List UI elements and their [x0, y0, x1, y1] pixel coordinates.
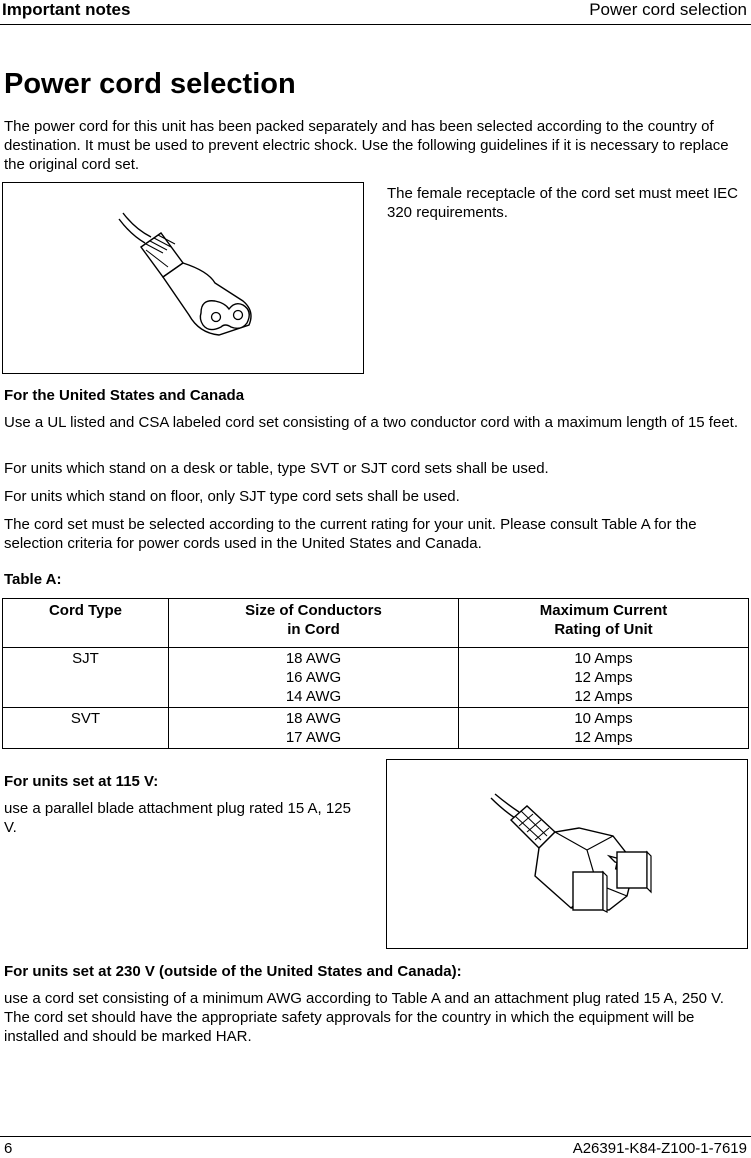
- v115-heading: For units set at 115 V:: [4, 773, 159, 790]
- current-rating-value: 10 Amps: [574, 650, 633, 667]
- cell-conductor-sizes: [169, 708, 459, 749]
- current-rating-value: 12 Amps: [574, 669, 633, 686]
- current-rating-value: 10 Amps: [574, 710, 633, 727]
- header-conductor-size: [169, 599, 459, 648]
- receptacle-figure: [2, 182, 364, 374]
- page-title: Power cord selection: [4, 68, 296, 100]
- current-rating-value: 12 Amps: [574, 688, 633, 705]
- header-conductor-size-line-1: Size of Conductors: [245, 602, 382, 619]
- us-canada-paragraph-2: For units which stand on a desk or table, type SVT or SJT cord sets shall be used.: [4, 460, 549, 477]
- header-rule: [0, 24, 751, 25]
- cord-type-value: SVT: [70, 710, 101, 727]
- header-max-current-line-1: Maximum Current: [539, 602, 668, 619]
- running-header-section: Important notes: [2, 0, 131, 19]
- receptacle-note: The female receptacle of the cord set must meet IEC 320 requirements.: [387, 185, 738, 221]
- intro-paragraph: The power cord for this unit has been packed separately and has been selected according to the country of destination. It must be used to prevent electric shock. Use the following guidelines if it is necessary to replace the original cord set.: [4, 118, 729, 173]
- cell-current-ratings: [459, 648, 749, 708]
- cell-conductor-sizes: [169, 648, 459, 708]
- receptacle-connector-icon: [3, 183, 363, 373]
- table-row: [3, 648, 749, 708]
- conductor-size-value: 14 AWG: [285, 688, 342, 705]
- conductor-size-value: 18 AWG: [285, 710, 342, 727]
- conductor-size-value: 18 AWG: [285, 650, 342, 667]
- cell-cord-type: [3, 648, 169, 708]
- table-row: [3, 708, 749, 749]
- running-header-title: Power cord selection: [589, 0, 747, 19]
- conductor-size-value: 17 AWG: [285, 729, 342, 746]
- v230-heading: For units set at 230 V (outside of the United States and Canada):: [4, 963, 462, 980]
- parallel-blade-plug-icon: [387, 760, 747, 948]
- page-number: 6: [4, 1140, 13, 1157]
- header-max-current-line-2: Rating of Unit: [554, 621, 653, 638]
- cord-type-value: SJT: [72, 650, 99, 667]
- header-max-current: [459, 599, 749, 648]
- table-caption: Table A:: [4, 571, 62, 588]
- document-id: A26391-K84-Z100-1-7619: [572, 1140, 747, 1157]
- us-canada-heading: For the United States and Canada: [4, 387, 245, 404]
- header-cord-type-label: Cord Type: [48, 602, 123, 619]
- plug-figure: [386, 759, 748, 949]
- footer-rule: [0, 1136, 751, 1137]
- current-rating-value: 12 Amps: [574, 729, 633, 746]
- cell-current-ratings: [459, 708, 749, 749]
- us-canada-paragraph-1: Use a UL listed and CSA labeled cord set consisting of a two conductor cord with a maximum length of 15 feet.: [4, 414, 738, 431]
- header-conductor-size-line-2: in Cord: [287, 621, 340, 638]
- us-canada-paragraph-3: For units which stand on floor, only SJT type cord sets shall be used.: [4, 488, 460, 505]
- cord-selection-table: [2, 598, 749, 749]
- us-canada-paragraph-4: The cord set must be selected according to the current rating for your unit. Please consult Table A for the selection criteria for power cords used in the United States and Canada.: [4, 516, 697, 552]
- v230-text: use a cord set consisting of a minimum AWG according to Table A and an attachment plug rated 15 A, 250 V. The cord set should have the appropriate safety approvals for the country in which the equipment will be installed and should be marked HAR.: [4, 990, 724, 1045]
- cell-cord-type: [3, 708, 169, 749]
- v115-text: use a parallel blade attachment plug rated 15 A, 125 V.: [4, 800, 351, 836]
- header-cord-type: [3, 599, 169, 648]
- conductor-size-value: 16 AWG: [285, 669, 342, 686]
- table-header-row: [3, 599, 749, 648]
